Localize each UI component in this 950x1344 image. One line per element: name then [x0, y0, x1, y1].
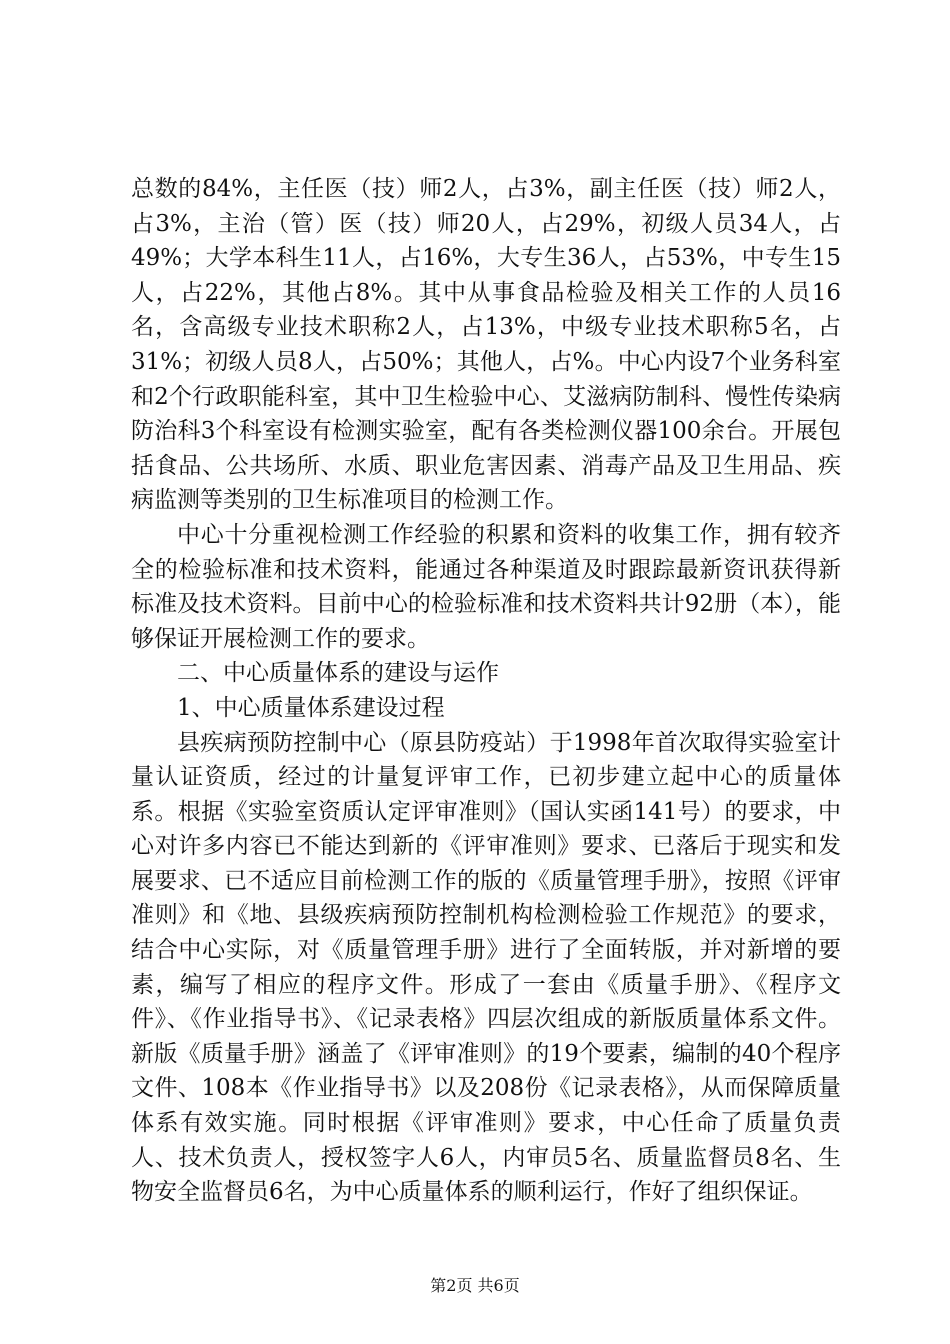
paragraph-staff-statistics: 总数的84%，主任医（技）师2人，占3%，副主任医（技）师2人，占3%，主治（管）医（技）师20人，占29%，初级人员34人，占49%；大学本科生11人，占16%，大专生36人，占53%，中专生15人，占22%，其他占8%。其中从事食品检验及相关工作的人员16名，含高级专业技术职称2人，占13%，中级专业技术职称5名，占31%；初级人员8人，占50%；其他人，占%。中心内设7个业务科室和2个行政职能科室，其中卫生检验中心、艾滋病防制科、慢性传染病防治科3个科室设有检测实验室，配有各类检测仪器100余台。开展包括食品、公共场所、水质、职业危害因素、消毒产品及卫生用品、疾病监测等类别的卫生标准项目的检测工作。: [131, 176, 841, 514]
subsection-heading-quality-system-construction: 1、中心质量体系建设过程: [177, 694, 445, 721]
paragraph-standards-materials: 中心十分重视检测工作经验的积累和资料的收集工作，拥有较齐全的检验标准和技术资料，能通过各种渠道及时跟踪最新资讯获得新标准及技术资料。目前中心的检验标准和技术资料共计92册（本），能够保证开展检测工作的要求。: [131, 521, 841, 652]
document-body: [131, 172, 841, 1210]
page-number-footer: 第2页 共6页: [430, 1276, 520, 1295]
section-heading-quality-system: 二、中心质量体系的建设与运作: [177, 660, 499, 687]
paragraph-quality-system-history: 县疾病预防控制中心（原县防疫站）于1998年首次取得实验室计量认证资质，经过的计量复评审工作，已初步建立起中心的质量体系。根据《实验室资质认定评审准则》（国认实函141号）的要求，中心对许多内容已不能达到新的《评审准则》要求、已落后于现实和发展要求、已不适应目前检测工作的版的《质量管理手册》，按照《评审准则》和《地、县级疾病预防控制机构检测检验工作规范》的要求，结合中心实际，对《质量管理手册》进行了全面转版，并对新增的要素，编写了相应的程序文件。形成了一套由《质量手册》、《程序文件》、《作业指导书》、《记录表格》四层次组成的新版质量体系文件。新版《质量手册》涵盖了《评审准则》的19个要素，编制的40个程序文件、108本《作业指导书》以及208份《记录表格》，从而保障质量体系有效实施。同时根据《评审准则》要求，中心任命了质量负责人、技术负责人，授权签字人6人，内审员5名、质量监督员8名、生物安全监督员6名，为中心质量体系的顺利运行，作好了组织保证。: [131, 729, 841, 1206]
